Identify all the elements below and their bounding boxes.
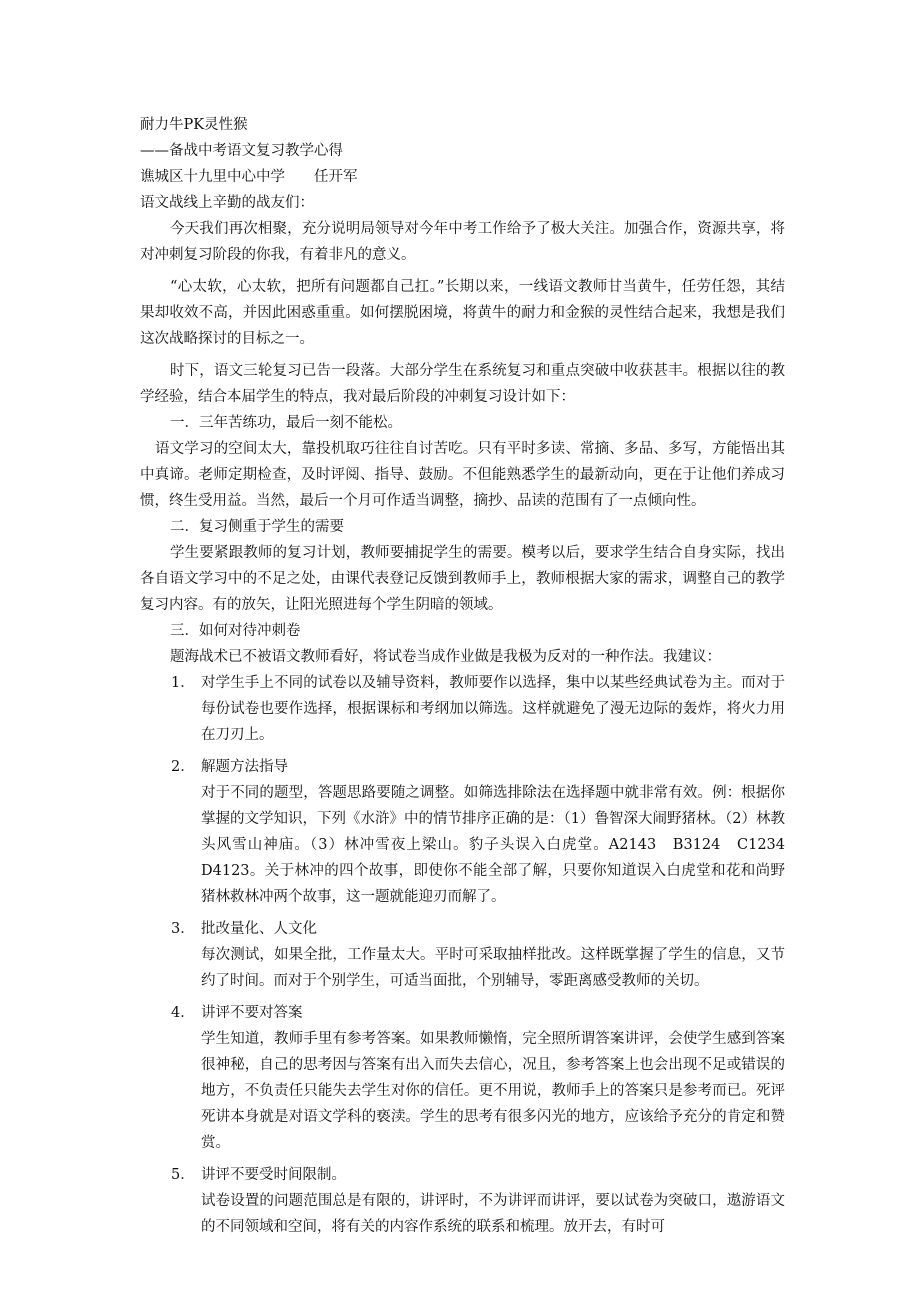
list-item	[140, 1000, 785, 1156]
document-page	[140, 112, 800, 1240]
list-item-number: 5．	[171, 1167, 195, 1183]
list-item	[140, 754, 800, 910]
salutation: 语文战线上辛勤的战友们：	[140, 195, 314, 211]
section-2-body: 学生要紧跟教师的复习计划，教师要捕捉学生的需要。模考以后，要求学生结合自身实际，找出各自语文学习中的不足之处，由课代表登记反馈到教师手上，教师根据大家的需求，调整自己的教学复习内容。有的放矢，让阳光照进每个学生阴暗的领域。	[140, 545, 785, 613]
list-item	[140, 1162, 785, 1240]
section-3-heading: 三．如何对待冲刺卷	[170, 623, 301, 639]
list-item-number: 4．	[171, 1005, 195, 1021]
section-2-heading: 二．复习侧重于学生的需要	[170, 519, 344, 535]
list-item-number: 3．	[171, 921, 195, 937]
list-item-number: 1．	[171, 675, 195, 691]
section-1-body: 语文学习的空间太大，靠投机取巧往往自讨苦吃。只有平时多读、常摘、多品、多写，方能悟出其中真谛。老师定期检查，及时评阅、指导、鼓励。不但能熟悉学生的最新动向，更在于让他们养成习惯，终生受用益。当然，最后一个月可作适当调整，摘抄、品读的范围有了一点倾向性。	[140, 441, 785, 509]
paragraph-3: 时下，语文三轮复习已告一段落。大部分学生在系统复习和重点突破中收获甚丰。根据以往的教学经验，结合本届学生的特点，我对最后阶段的冲刺复习设计如下：	[140, 363, 785, 405]
section-1-heading: 一．三年苦练功，最后一刻不能松。	[170, 415, 402, 431]
list-item-title: 讲评不要对答案	[201, 1005, 303, 1021]
author-line: 谯城区十九里中心中学 任开军	[140, 169, 358, 185]
list-item-title: 批改量化、人文化	[201, 921, 317, 937]
list-item	[140, 916, 785, 994]
paragraph-2: “心太软，心太软，把所有问题都自己扛。”长期以来，一线语文教师甘当黄牛，任劳任怨，其结果却收效不高，并因此困惑重重。如何摆脱困境，将黄牛的耐力和金猴的灵性结合起来，我想是我们这次战略探讨的目标之一。	[140, 279, 785, 347]
list-item-body: 试卷设置的问题范围总是有限的，讲评时，不为讲评而讲评，要以试卷为突破口，遨游语文的不同领域和空间，将有关的内容作系统的联系和梳理。放开去，有时可	[201, 1193, 785, 1235]
list-item-body: 学生知道，教师手里有参考答案。如果教师懒惰，完全照所谓答案讲评，会使学生感到答案很神秘，自己的思考因与答案有出入而失去信心，况且，参考答案上也会出现不足或错误的地方，不负责任只能失去学生对你的信任。更不用说，教师手上的答案只是参考而已。死评死讲本身就是对语文学科的亵渎。学生的思考有很多闪光的地方，应该给予充分的肯定和赞赏。	[201, 1031, 785, 1151]
section-3-intro: 题海战术已不被语文教师看好，将试卷当成作业做是我极为反对的一种作法。我建议：	[170, 649, 721, 665]
paragraph-1: 今天我们再次相聚，充分说明局领导对今年中考工作给予了极大关注。加强合作，资源共享，将对冲刺复习阶段的你我，有着非凡的意义。	[140, 221, 785, 263]
list-item-title: 讲评不要受时间限制。	[201, 1167, 346, 1183]
list-item-number: 2．	[171, 759, 195, 775]
list-item-title: 解题方法指导	[201, 759, 288, 775]
list-item	[140, 670, 785, 748]
list-item-body: 每次测试，如果全批，工作量太大。平时可采取抽样批改。这样既掌握了学生的信息，又节约了时间。而对于个别学生，可适当面批，个别辅导，零距离感受教师的关切。	[201, 947, 785, 989]
list-item-body: 对学生手上不同的试卷以及辅导资料，教师要作以选择，集中以某些经典试卷为主。而对于每份试卷也要作选择，根据课标和考纲加以筛选。这样就避免了漫无边际的轰炸，将火力用在刀刃上。	[201, 675, 785, 743]
doc-subtitle: ——备战中考语文复习教学心得	[140, 143, 343, 159]
doc-title: 耐力牛PK灵性猴	[140, 117, 248, 133]
list-item-body: 对于不同的题型，答题思路要随之调整。如筛选排除法在选择题中就非常有效。例：根据你掌握的文学知识，下列《水浒》中的情节排序正确的是：（1）鲁智深大闹野猪林。（2）林教头风雪山神庙。（3）林冲雪夜上梁山。豹子头误入白虎堂。A2143 B3124 C1234 D4123。关于林冲的四个故事，即使你不能全部了解，只要你知道误入白虎堂和花和尚野猪林救林冲两个故事，这一题就能迎刃而解了。	[201, 785, 800, 905]
